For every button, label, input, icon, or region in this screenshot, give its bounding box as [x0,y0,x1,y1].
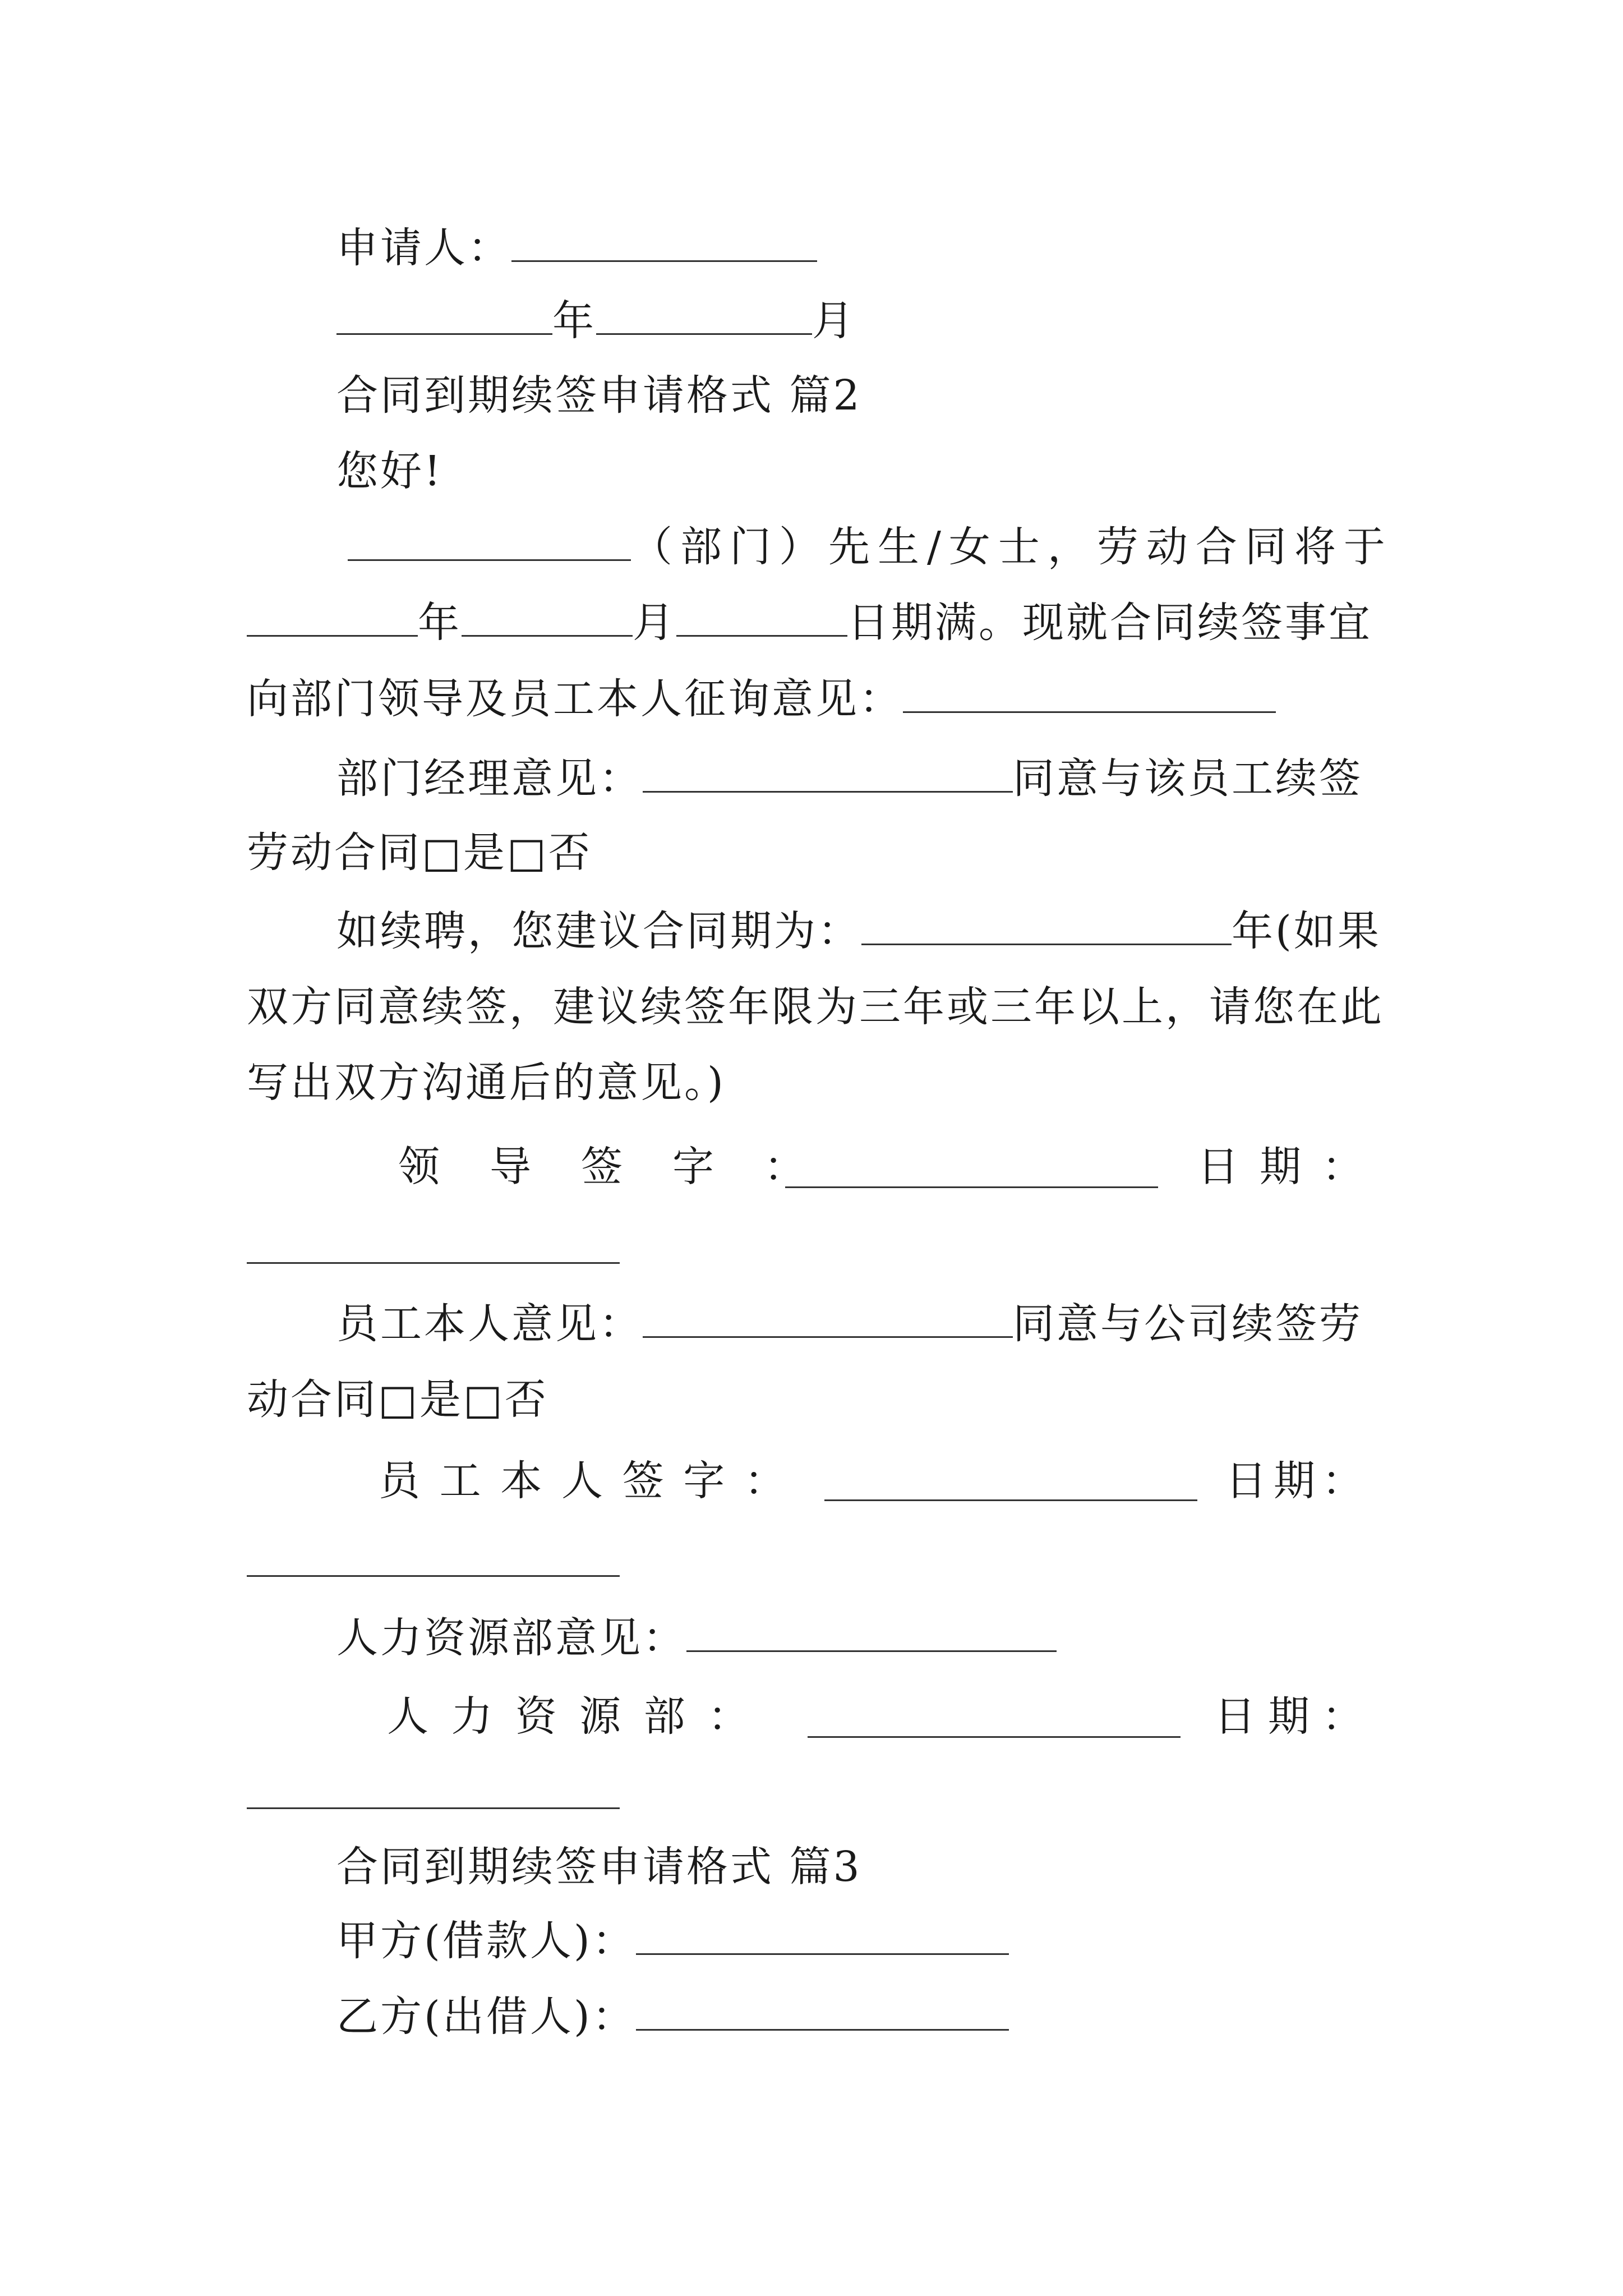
employee-sign-char: 签 [622,1457,666,1505]
applicant-blank[interactable] [511,224,817,262]
dept-line [348,519,1393,575]
leader-sign-char: 字 [672,1143,716,1191]
leader-sign-label [398,1139,808,1195]
hr-opinion-line [336,1610,1057,1666]
expiry-day-blank[interactable] [676,599,847,637]
year-month-line [336,293,856,349]
manager-opinion-label: 部门经理意见： [336,754,643,803]
manager-opinion-tail: 同意与该员工续签 [1013,754,1363,803]
manager-yesno: 劳动合同□是□否 [247,829,592,877]
expiry-year-char: 年 [418,599,462,647]
employee-yesno: 动合同□是□否 [247,1375,548,1424]
hr-date-char: ： [1322,1692,1366,1741]
renew-line-3: 写出双方沟通后的意见。) [247,1059,726,1107]
renew-line-2: 双方同意续签，建议续签年限为三年或三年以上，请您在此 [247,983,1384,1031]
employee-date-blank[interactable] [247,1575,620,1577]
hr-date-label [1214,1688,1366,1745]
heading-section-2: 合同到期续签申请格式 篇2 [336,371,862,420]
inquiry-text: 向部门领导及员工本人征询意见： [247,675,903,723]
expiry-day-tail: 日期满。现就合同续签事宜 [847,599,1372,647]
leader-sign-char: 导 [490,1143,533,1191]
leader-sign-char: 领 [398,1143,442,1191]
leader-sign-blank[interactable] [785,1186,1158,1188]
hr-date-char: 期 [1268,1692,1312,1741]
renew-blank[interactable] [861,908,1232,945]
renew-label: 如续聘，您建议合同期为： [336,907,861,955]
hr-sign-char: ： [707,1692,751,1741]
month-char: 月 [812,297,856,345]
leader-date-blank[interactable] [247,1262,620,1264]
party-a-line [336,1913,1009,1969]
employee-date-label [1225,1453,1366,1509]
renew-tail: 年(如果 [1232,907,1381,955]
hr-date-blank[interactable] [247,1807,620,1809]
leader-date-char: 日 [1197,1143,1241,1191]
employee-date-char: 日 [1225,1457,1269,1505]
expiry-year-blank[interactable] [247,599,418,637]
employee-date-char: ： [1322,1457,1366,1505]
hr-opinion-blank[interactable] [686,1614,1057,1652]
dept-blank[interactable] [348,523,631,561]
leader-sign-line [398,1139,808,1195]
hr-sign-char: 力 [451,1692,495,1741]
applicant-label: 申请人： [336,224,511,272]
hr-opinion-label: 人力资源部意见： [336,1614,686,1662]
hr-sign-char: 人 [387,1692,431,1741]
employee-sign-char: 字 [683,1457,727,1505]
hr-sign-char: 部 [643,1692,688,1741]
employee-sign-blank[interactable] [824,1499,1197,1501]
party-b-label: 乙方(出借人)： [336,1993,636,2041]
inquiry-blank[interactable] [903,675,1276,713]
employee-sign-line [379,1453,788,1509]
leader-date-char: 期 [1260,1143,1303,1191]
employee-opinion-line [336,1296,1363,1352]
employee-sign-char: ： [744,1457,788,1505]
expiry-month-blank[interactable] [462,599,633,637]
month-blank[interactable] [596,297,812,335]
party-a-blank[interactable] [636,1917,1009,1955]
dept-line-tail: （部门）先生/女士，劳动合同将于 [631,523,1393,571]
employee-opinion-tail: 同意与公司续签劳 [1013,1300,1363,1348]
leader-sign-char: 签 [581,1143,625,1191]
employee-opinion-label: 员工本人意见： [336,1300,643,1348]
hr-sign-label [387,1688,751,1745]
party-b-blank[interactable] [636,1993,1009,2031]
employee-sign-label [379,1453,788,1509]
employee-date-char: 期 [1274,1457,1317,1505]
hr-sign-line [387,1688,751,1745]
renew-line [336,903,1381,959]
greeting: 您好! [336,447,443,495]
heading-section-3: 合同到期续签申请格式 篇3 [336,1843,862,1891]
expiry-date-line [247,595,1372,651]
manager-opinion-blank[interactable] [643,755,1013,793]
employee-sign-char: 员 [379,1457,422,1505]
party-a-label: 甲方(借款人)： [336,1917,636,1965]
hr-sign-char: 源 [579,1692,624,1741]
employee-sign-char: 人 [561,1457,605,1505]
expiry-month-char: 月 [633,599,676,647]
leader-date-label [1197,1139,1366,1195]
leader-sign-char: ： [764,1143,808,1191]
manager-opinion-line [336,751,1363,807]
employee-sign-char: 本 [500,1457,545,1505]
leader-date-char: ： [1322,1143,1366,1191]
applicant-line [336,220,817,276]
party-b-line [336,1989,1009,2045]
hr-sign-blank[interactable] [808,1736,1181,1738]
employee-opinion-blank[interactable] [643,1300,1013,1338]
year-blank[interactable] [336,297,552,335]
year-char: 年 [552,297,596,345]
employee-sign-char: 工 [439,1457,483,1505]
inquiry-line [247,671,1276,727]
hr-date-char: 日 [1214,1692,1258,1741]
hr-sign-char: 资 [515,1692,559,1741]
